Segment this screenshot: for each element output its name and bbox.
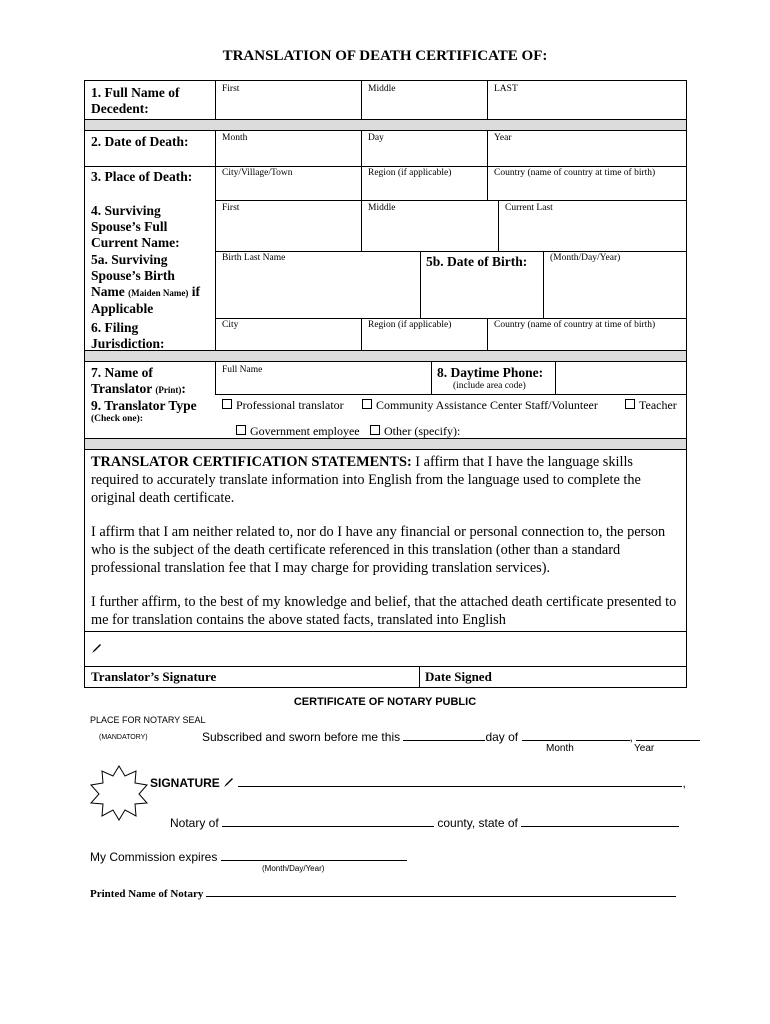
last-name-field[interactable]: LAST (494, 84, 518, 94)
pen-icon (223, 776, 235, 788)
printed-name-field[interactable] (206, 896, 676, 897)
checkbox-icon[interactable] (362, 399, 372, 409)
dob-field[interactable]: (Month/Day/Year) (550, 253, 621, 263)
separator-band (85, 351, 686, 361)
certification-p1: I affirm that I have the language skills required to accurately translate information into English from the language used to complete the original death certificate. (91, 454, 641, 506)
spouse-middle-field[interactable]: Middle (368, 203, 396, 213)
spouse-last-field[interactable]: Current Last (505, 203, 553, 213)
month-hint: Month (546, 743, 574, 754)
certification-statements (91, 453, 681, 645)
certification-p3: I further affirm, to the best of my knowledge and belief, that the attached death certificate presented to me for translation contains the above stated facts, translated into English (91, 594, 677, 628)
option-teacher[interactable]: Teacher (625, 398, 677, 413)
commission-hint: (Month/Day/Year) (262, 864, 325, 873)
death-city-field[interactable]: City/Village/Town (222, 168, 293, 178)
year-field[interactable] (636, 740, 700, 741)
document-title: TRANSLATION OF DEATH CERTIFICATE OF: (222, 48, 548, 64)
death-region-field[interactable]: Region (if applicable) (368, 168, 452, 178)
certification-p2: I affirm that I am neither related to, nor do I have any financial or personal connection to, the person who is the subject of the death certificate referenced in this translation (other than a standard professional translation fee that I may charge for providing translation services). (91, 524, 666, 576)
translator-name-label: 7. Name of Translator (Print): (91, 365, 186, 396)
option-community-center[interactable]: Community Assistance Center Staff/Volunteer (362, 398, 598, 413)
phone-hint: (include area code) (453, 381, 526, 391)
spouse-first-field[interactable]: First (222, 203, 240, 213)
jurisdiction-city-field[interactable]: City (222, 320, 239, 330)
notary-seal-label: PLACE FOR NOTARY SEAL (90, 715, 206, 725)
subscribed-line: Subscribed and sworn before me this day of , (202, 730, 700, 744)
option-other[interactable]: Other (specify): (370, 424, 460, 439)
notary-seal-icon (88, 764, 150, 827)
commission-line: My Commission expires (90, 850, 407, 864)
first-name-field[interactable]: First (222, 84, 240, 94)
daytime-phone-label: 8. Daytime Phone: (437, 365, 544, 380)
day-field[interactable] (403, 740, 485, 741)
printed-name-line: Printed Name of Notary (90, 888, 676, 900)
commission-expires-field[interactable] (221, 860, 407, 861)
translator-type-label: 9. Translator Type (91, 398, 197, 413)
jurisdiction-region-field[interactable]: Region (if applicable) (368, 320, 452, 330)
mandatory-label: (MANDATORY) (99, 734, 148, 741)
translator-signature-label: Translator’s Signature (91, 669, 217, 684)
translator-full-name-field[interactable]: Full Name (222, 365, 263, 375)
death-country-field[interactable]: Country (name of country at time of birth) (494, 168, 656, 178)
checkbox-icon[interactable] (222, 399, 232, 409)
option-government-employee[interactable]: Government employee (236, 424, 360, 439)
month-field[interactable] (522, 740, 630, 741)
jurisdiction-country-field[interactable]: Country (name of country at time of birth) (494, 320, 656, 330)
birth-last-name-field[interactable]: Birth Last Name (222, 253, 286, 263)
full-name-label: 1. Full Name of Decedent: (91, 85, 180, 116)
checkbox-icon[interactable] (625, 399, 635, 409)
year-hint: Year (634, 743, 655, 754)
state-field[interactable] (521, 826, 679, 827)
death-day-field[interactable]: Day (368, 133, 384, 143)
death-year-field[interactable]: Year (494, 133, 512, 143)
notary-heading: CERTIFICATE OF NOTARY PUBLIC (293, 696, 477, 708)
notary-county-line: Notary of county, state of (170, 816, 679, 830)
death-month-field[interactable]: Month (222, 133, 248, 143)
date-signed-label: Date Signed (425, 669, 492, 684)
option-professional-translator[interactable]: Professional translator (222, 398, 344, 413)
middle-name-field[interactable]: Middle (368, 84, 396, 94)
notary-signature-field[interactable] (238, 786, 682, 787)
place-of-death-label: 3. Place of Death: (91, 169, 193, 184)
date-of-death-label: 2. Date of Death: (91, 134, 189, 149)
translation-form (84, 80, 687, 688)
notary-of-field[interactable] (222, 826, 434, 827)
checkbox-icon[interactable] (236, 425, 246, 435)
translator-type-hint: (Check one): (91, 414, 143, 424)
spouse-birth-label: 5a. Surviving Spouse’s Birth Name (Maiden Name) if Applicable (91, 252, 200, 316)
certification-heading: TRANSLATOR CERTIFICATION STATEMENTS: (91, 454, 412, 470)
daytime-phone-field[interactable] (556, 362, 684, 393)
separator-band (85, 439, 686, 449)
translator-signature-field[interactable] (86, 632, 684, 665)
jurisdiction-label: 6. Filing Jurisdiction: (91, 320, 165, 351)
separator-band (85, 120, 686, 130)
dob-label: 5b. Date of Birth: (426, 254, 528, 269)
notary-signature-line: SIGNATURE , (150, 776, 686, 790)
checkbox-icon[interactable] (370, 425, 380, 435)
spouse-name-label: 4. Surviving Spouse’s Full Current Name: (91, 203, 180, 250)
